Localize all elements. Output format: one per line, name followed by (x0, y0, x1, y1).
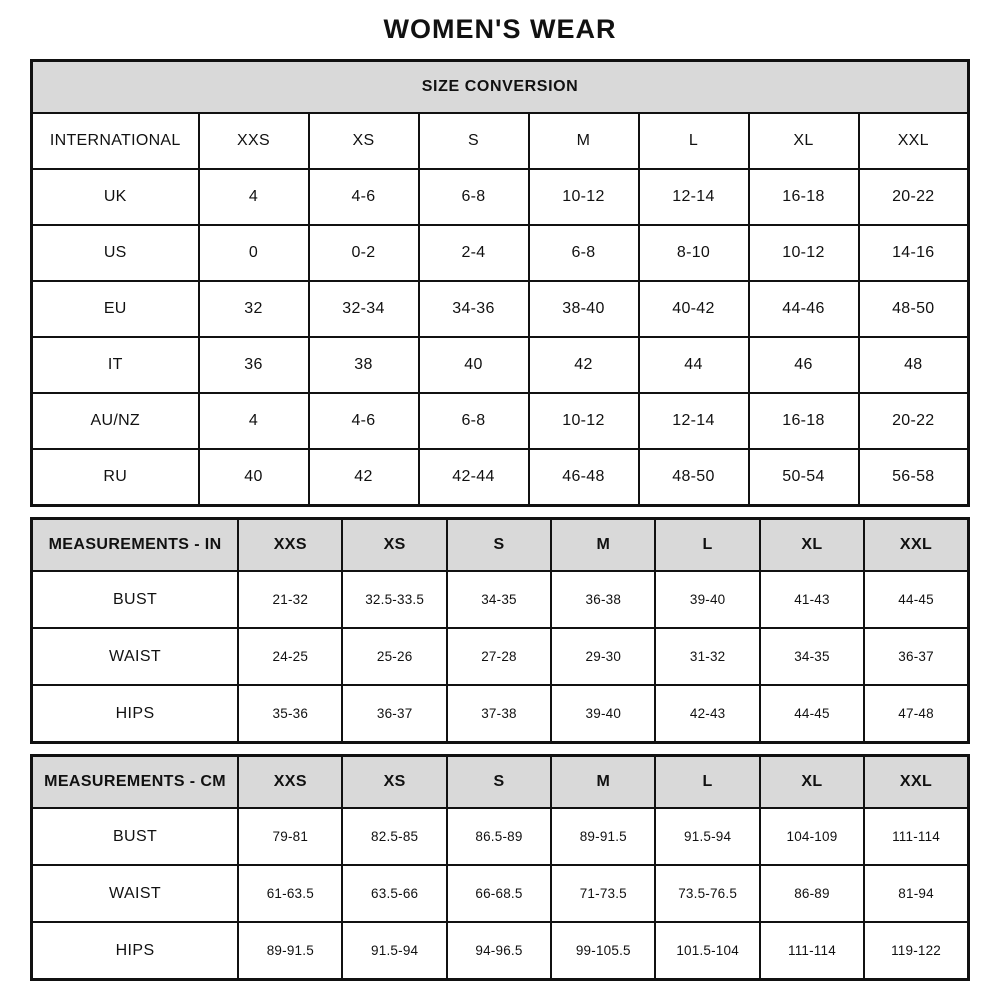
table-row (32, 571, 969, 628)
value-cell: 40 (199, 449, 309, 506)
column-header: XXL (864, 756, 968, 809)
column-header: XXL (859, 113, 969, 169)
value-cell: 46-48 (529, 449, 639, 506)
column-header: S (447, 519, 551, 572)
column-header: M (529, 113, 639, 169)
value-cell: 41-43 (760, 571, 864, 628)
column-header: XL (760, 756, 864, 809)
table-row (32, 922, 969, 980)
value-cell: 4 (199, 169, 309, 225)
value-cell: 34-36 (419, 281, 529, 337)
table-row (32, 281, 969, 337)
value-cell: 42 (309, 449, 419, 506)
value-cell: 79-81 (238, 808, 342, 865)
value-cell: 16-18 (749, 393, 859, 449)
column-header: XS (309, 113, 419, 169)
value-cell: 119-122 (864, 922, 968, 980)
value-cell: 36 (199, 337, 309, 393)
value-cell: 34-35 (447, 571, 551, 628)
table-row (32, 225, 969, 281)
value-cell: 16-18 (749, 169, 859, 225)
row-label: BUST (32, 571, 239, 628)
column-header: XXS (199, 113, 309, 169)
value-cell: 38-40 (529, 281, 639, 337)
value-cell: 71-73.5 (551, 865, 655, 922)
row-label: WAIST (32, 628, 239, 685)
value-cell: 73.5-76.5 (655, 865, 759, 922)
value-cell: 40 (419, 337, 529, 393)
value-cell: 44-45 (864, 571, 968, 628)
value-cell: 27-28 (447, 628, 551, 685)
table-header-row (32, 756, 969, 809)
row-label: IT (32, 337, 199, 393)
value-cell: 36-38 (551, 571, 655, 628)
value-cell: 104-109 (760, 808, 864, 865)
table-row (32, 685, 969, 743)
value-cell: 44-46 (749, 281, 859, 337)
table-header-label: MEASUREMENTS - CM (32, 756, 239, 809)
table-banner-row (32, 61, 969, 114)
row-label: BUST (32, 808, 239, 865)
value-cell: 4-6 (309, 169, 419, 225)
value-cell: 66-68.5 (447, 865, 551, 922)
column-header: M (551, 519, 655, 572)
value-cell: 42-43 (655, 685, 759, 743)
value-cell: 89-91.5 (238, 922, 342, 980)
value-cell: 91.5-94 (342, 922, 446, 980)
value-cell: 94-96.5 (447, 922, 551, 980)
value-cell: 40-42 (639, 281, 749, 337)
value-cell: 10-12 (529, 169, 639, 225)
value-cell: 42-44 (419, 449, 529, 506)
column-header: L (639, 113, 749, 169)
table-row (32, 337, 969, 393)
value-cell: 37-38 (447, 685, 551, 743)
value-cell: 111-114 (760, 922, 864, 980)
value-cell: 4-6 (309, 393, 419, 449)
value-cell: 50-54 (749, 449, 859, 506)
row-label: EU (32, 281, 199, 337)
column-header: S (419, 113, 529, 169)
value-cell: 6-8 (419, 169, 529, 225)
value-cell: 44 (639, 337, 749, 393)
value-cell: 29-30 (551, 628, 655, 685)
value-cell: 4 (199, 393, 309, 449)
value-cell: 36-37 (342, 685, 446, 743)
value-cell: 86-89 (760, 865, 864, 922)
value-cell: 48-50 (639, 449, 749, 506)
column-header: L (655, 519, 759, 572)
column-header: L (655, 756, 759, 809)
column-header: INTERNATIONAL (32, 113, 199, 169)
value-cell: 61-63.5 (238, 865, 342, 922)
value-cell: 24-25 (238, 628, 342, 685)
value-cell: 63.5-66 (342, 865, 446, 922)
value-cell: 44-45 (760, 685, 864, 743)
size-conversion-table (30, 59, 970, 507)
value-cell: 2-4 (419, 225, 529, 281)
value-cell: 12-14 (639, 393, 749, 449)
value-cell: 36-37 (864, 628, 968, 685)
table-row (32, 808, 969, 865)
value-cell: 14-16 (859, 225, 969, 281)
value-cell: 48 (859, 337, 969, 393)
column-header: XXL (864, 519, 968, 572)
value-cell: 81-94 (864, 865, 968, 922)
table-header-label: MEASUREMENTS - IN (32, 519, 239, 572)
measurements-in-table (30, 517, 970, 744)
value-cell: 56-58 (859, 449, 969, 506)
value-cell: 25-26 (342, 628, 446, 685)
value-cell: 32-34 (309, 281, 419, 337)
column-header: XL (749, 113, 859, 169)
value-cell: 10-12 (529, 393, 639, 449)
value-cell: 89-91.5 (551, 808, 655, 865)
value-cell: 12-14 (639, 169, 749, 225)
value-cell: 48-50 (859, 281, 969, 337)
row-label: RU (32, 449, 199, 506)
table-row (32, 865, 969, 922)
column-header: XL (760, 519, 864, 572)
value-cell: 46 (749, 337, 859, 393)
value-cell: 111-114 (864, 808, 968, 865)
value-cell: 32.5-33.5 (342, 571, 446, 628)
value-cell: 20-22 (859, 169, 969, 225)
value-cell: 35-36 (238, 685, 342, 743)
value-cell: 39-40 (551, 685, 655, 743)
column-header: S (447, 756, 551, 809)
value-cell: 42 (529, 337, 639, 393)
row-label: US (32, 225, 199, 281)
value-cell: 0-2 (309, 225, 419, 281)
value-cell: 101.5-104 (655, 922, 759, 980)
row-label: UK (32, 169, 199, 225)
row-label: WAIST (32, 865, 239, 922)
value-cell: 21-32 (238, 571, 342, 628)
value-cell: 34-35 (760, 628, 864, 685)
column-header: XXS (238, 756, 342, 809)
value-cell: 6-8 (529, 225, 639, 281)
column-header: M (551, 756, 655, 809)
row-label: AU/NZ (32, 393, 199, 449)
table-banner: SIZE CONVERSION (32, 61, 969, 114)
measurements-cm-table (30, 754, 970, 981)
table-row (32, 449, 969, 506)
row-label: HIPS (32, 685, 239, 743)
column-header: XS (342, 519, 446, 572)
row-label: HIPS (32, 922, 239, 980)
value-cell: 47-48 (864, 685, 968, 743)
value-cell: 39-40 (655, 571, 759, 628)
page-title: WOMEN'S WEAR (383, 14, 617, 44)
value-cell: 99-105.5 (551, 922, 655, 980)
value-cell: 10-12 (749, 225, 859, 281)
column-header: XXS (238, 519, 342, 572)
value-cell: 91.5-94 (655, 808, 759, 865)
value-cell: 0 (199, 225, 309, 281)
column-header-row (32, 113, 969, 169)
value-cell: 32 (199, 281, 309, 337)
table-row (32, 393, 969, 449)
column-header: XS (342, 756, 446, 809)
value-cell: 82.5-85 (342, 808, 446, 865)
table-row (32, 169, 969, 225)
value-cell: 8-10 (639, 225, 749, 281)
value-cell: 6-8 (419, 393, 529, 449)
value-cell: 20-22 (859, 393, 969, 449)
table-row (32, 628, 969, 685)
value-cell: 38 (309, 337, 419, 393)
value-cell: 31-32 (655, 628, 759, 685)
table-header-row (32, 519, 969, 572)
value-cell: 86.5-89 (447, 808, 551, 865)
